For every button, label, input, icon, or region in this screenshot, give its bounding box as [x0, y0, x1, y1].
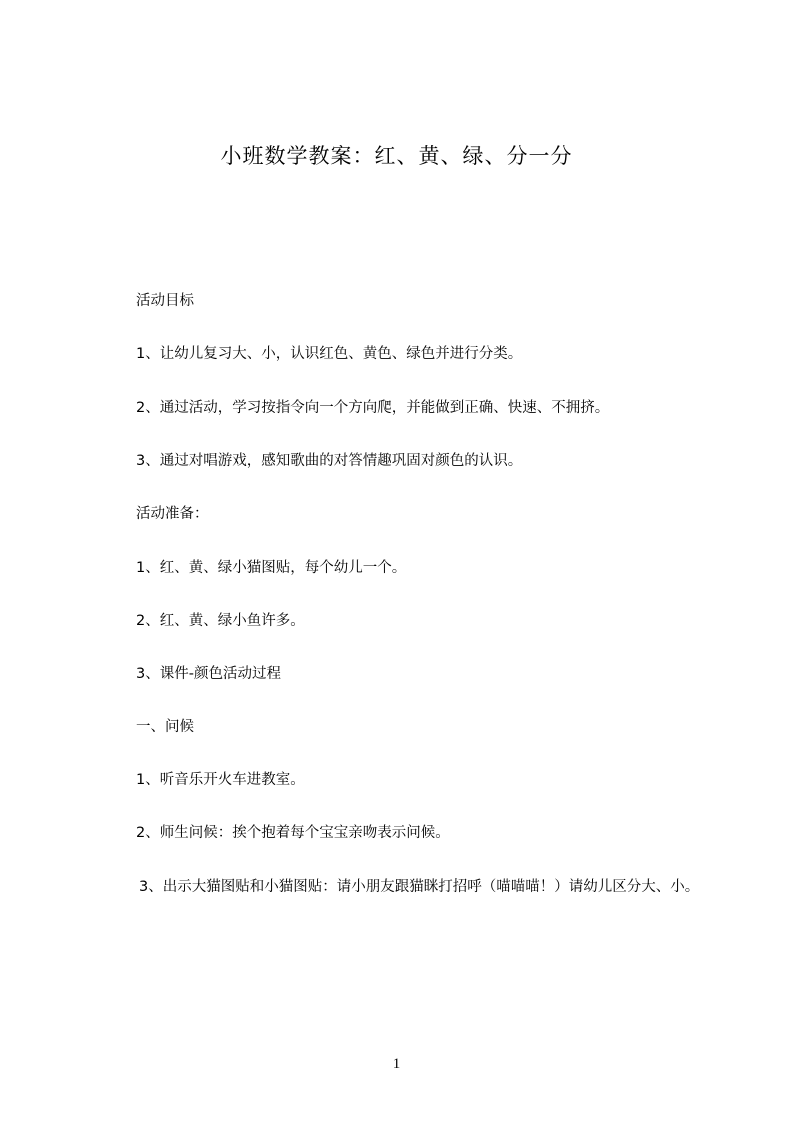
paragraph-prep-1: 1、红、黄、绿小猫图贴，每个幼儿一个。	[136, 560, 407, 576]
document-title: 小班数学教案：红、黄、绿、分一分	[220, 144, 573, 168]
paragraph-greeting-2: 2、师生问候：挨个抱着每个宝宝亲吻表示问候。	[136, 825, 450, 841]
paragraph-goal-3: 3、通过对唱游戏，感知歌曲的对答情趣巩固对颜色的认识。	[136, 453, 523, 469]
section-heading-preparation: 活动准备：	[136, 506, 209, 522]
paragraph-goal-2: 2、通过活动，学习按指令向一个方向爬，并能做到正确、快速、不拥挤。	[136, 400, 610, 416]
paragraph-greeting-3: 3、出示大猫图贴和小猫图贴：请小朋友跟猫眯打招呼（喵喵喵！）请幼儿区分大、小。	[139, 879, 700, 895]
paragraph-prep-2: 2、红、黄、绿小鱼许多。	[136, 613, 305, 629]
page-number: 1	[392, 1056, 401, 1072]
section-heading-greeting: 一、问候	[136, 719, 194, 735]
section-heading-goals: 活动目标	[136, 293, 194, 309]
paragraph-greeting-1: 1、听音乐开火车进教室。	[136, 772, 305, 788]
paragraph-prep-3: 3、课件-颜色活动过程	[136, 666, 281, 682]
paragraph-goal-1: 1、让幼儿复习大、小，认识红色、黄色、绿色并进行分类。	[136, 346, 523, 362]
